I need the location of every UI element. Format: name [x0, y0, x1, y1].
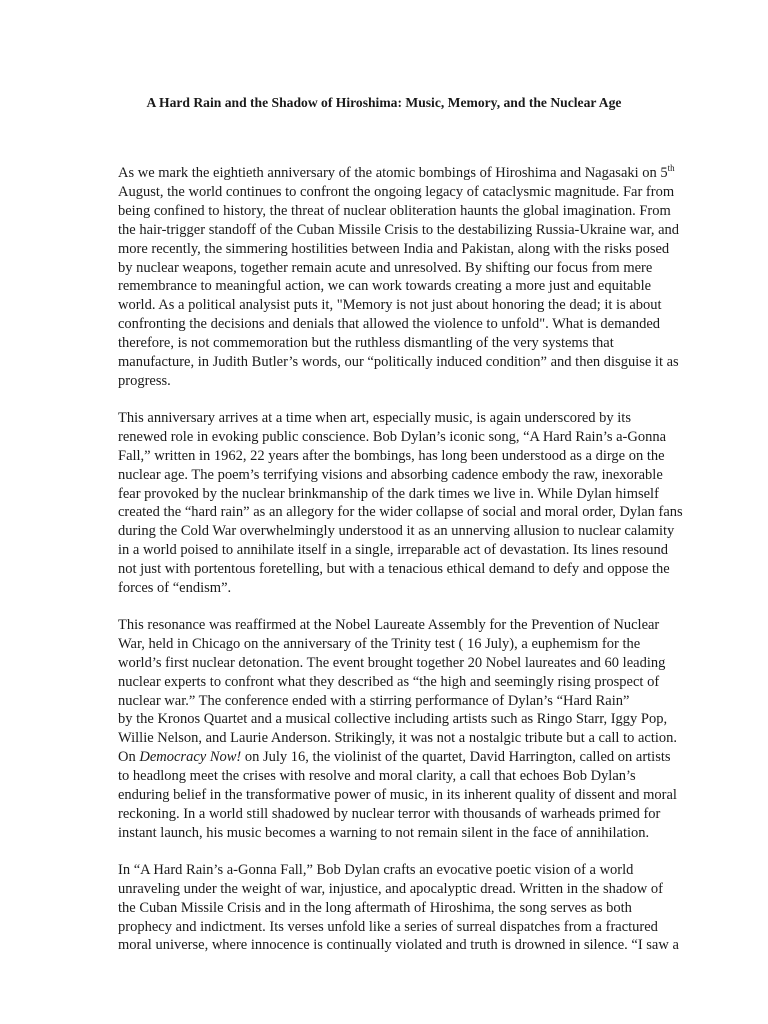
paragraph-4 [118, 861, 694, 956]
text-line: manufacture, in Judith Butler’s words, our “politically induced condition” and then disguise it as [118, 354, 679, 371]
text-line: fear provoked by the nuclear brinkmanship of the dark times we live in. While Dylan himself [118, 485, 659, 502]
text-line: In “A Hard Rain’s a-Gonna Fall,” Bob Dylan crafts an evocative poetic vision of a world [118, 861, 634, 878]
text-line: world. As a political analysist puts it, "Memory is not just about honoring the dead; it is about [118, 297, 662, 314]
paragraph-1 [118, 164, 694, 391]
text-line: War, held in Chicago on the anniversary of the Trinity test ( 16 July), a euphemism for the [118, 635, 641, 652]
text-run: on July 16, the violinist of the quartet, David Harrington, called on artists [241, 749, 671, 766]
text-line: Willie Nelson, and Laurie Anderson. Strikingly, it was not a nostalgic tribute but a call to action. [118, 730, 678, 747]
text-line: more recently, the simmering hostilities between India and Pakistan, along with the risks posed [118, 240, 670, 257]
text-line: enduring belief in the transformative power of music, in its inherent quality of dissent and moral [118, 787, 677, 804]
text-line: forces of “endism”. [118, 580, 232, 597]
text-line: moral universe, where innocence is continually violated and truth is drowned in silence. “I saw a [118, 937, 679, 954]
text-line: nuclear age. The poem’s terrifying visions and absorbing cadence embody the raw, inexorable [118, 466, 663, 483]
text-line: progress. [118, 372, 171, 389]
document-title: A Hard Rain and the Shadow of Hiroshima: Music, Memory, and the Nuclear Age [146, 95, 622, 110]
text-line: prophecy and indictment. Its verses unfold like a series of surreal dispatches from a fractured [118, 918, 658, 935]
text-line: world’s first nuclear detonation. The event brought together 20 Nobel laureates and 60 leading [118, 654, 666, 671]
text-run: On [118, 749, 140, 766]
program-title: Democracy Now! [139, 749, 242, 766]
text-line: Fall,” written in 1962, 22 years after the bombings, has long been understood as a dirge on the [118, 447, 665, 464]
text-line: renewed role in evoking public conscience. Bob Dylan’s iconic song, “A Hard Rain’s a-Gonna [118, 428, 667, 445]
text-line: not just with portentous foretelling, but with a tenacious ethical demand to defy and oppose the [118, 561, 670, 578]
text-line: August, the world continues to confront the ongoing legacy of cataclysmic magnitude. Far from [118, 183, 675, 200]
document-body [118, 164, 694, 955]
paragraph-2 [118, 409, 694, 598]
text-run: As we mark the eightieth anniversary of the atomic bombings of Hiroshima and Nagasaki on 5 [118, 165, 668, 181]
text-line: during the Cold War overwhelmingly understood it as an unnerving allusion to nuclear calamity [118, 523, 675, 540]
text-line: the hair-trigger standoff of the Cuban Missile Crisis to the destabilizing Russia-Ukraine war, and [118, 221, 680, 238]
text-line: remembrance to meaningful action, we can work towards creating a more just and equitable [118, 278, 652, 295]
text-line: in a world poised to annihilate itself in a single, irreparable act of devastation. Its lines resound [118, 542, 669, 559]
superscript: th [667, 163, 675, 173]
text-line [118, 164, 694, 183]
text-line: This anniversary arrives at a time when art, especially music, is again underscored by its [118, 409, 631, 426]
text-line: reckoning. In a world still shadowed by nuclear terror with thousands of warheads primed for [118, 806, 661, 822]
text-line: unraveling under the weight of war, injustice, and apocalyptic dread. Written in the shadow of [118, 880, 663, 897]
text-line: This resonance was reaffirmed at the Nobel Laureate Assembly for the Prevention of Nuclear [118, 616, 660, 633]
text-line: created the “hard rain” as an allegory for the wider collapse of social and moral order, Dylan fans [118, 504, 683, 521]
text-line: to headlong meet the crises with resolve and moral clarity, a call that echoes Bob Dylan’s [118, 768, 636, 785]
text-line: by nuclear weapons, together remain acute and unresolved. By shifting our focus from mere [118, 259, 653, 276]
text-line: being confined to history, the threat of nuclear obliteration haunts the global imagination. From [118, 202, 671, 219]
text-line: nuclear experts to confront what they described as “the high and seemingly rising prospect of [118, 673, 660, 690]
text-line: therefore, is not commemoration but the ruthless dismantling of the very systems that [118, 335, 614, 352]
text-line: nuclear war.” The conference ended with a stirring performance of Dylan’s “Hard Rain” [118, 692, 630, 709]
text-line: by the Kronos Quartet and a musical collective including artists such as Ringo Starr, Iggy Pop, [118, 711, 668, 728]
paragraph-3 [118, 616, 694, 843]
text-line: confronting the decisions and denials that allowed the violence to unfold". What is demanded [118, 316, 661, 333]
text-line: the Cuban Missile Crisis and in the long aftermath of Hiroshima, the song serves as both [118, 899, 632, 916]
text-line: instant launch, his music becomes a warning to not remain silent in the face of annihilation. [118, 824, 650, 841]
text-line [118, 748, 694, 767]
